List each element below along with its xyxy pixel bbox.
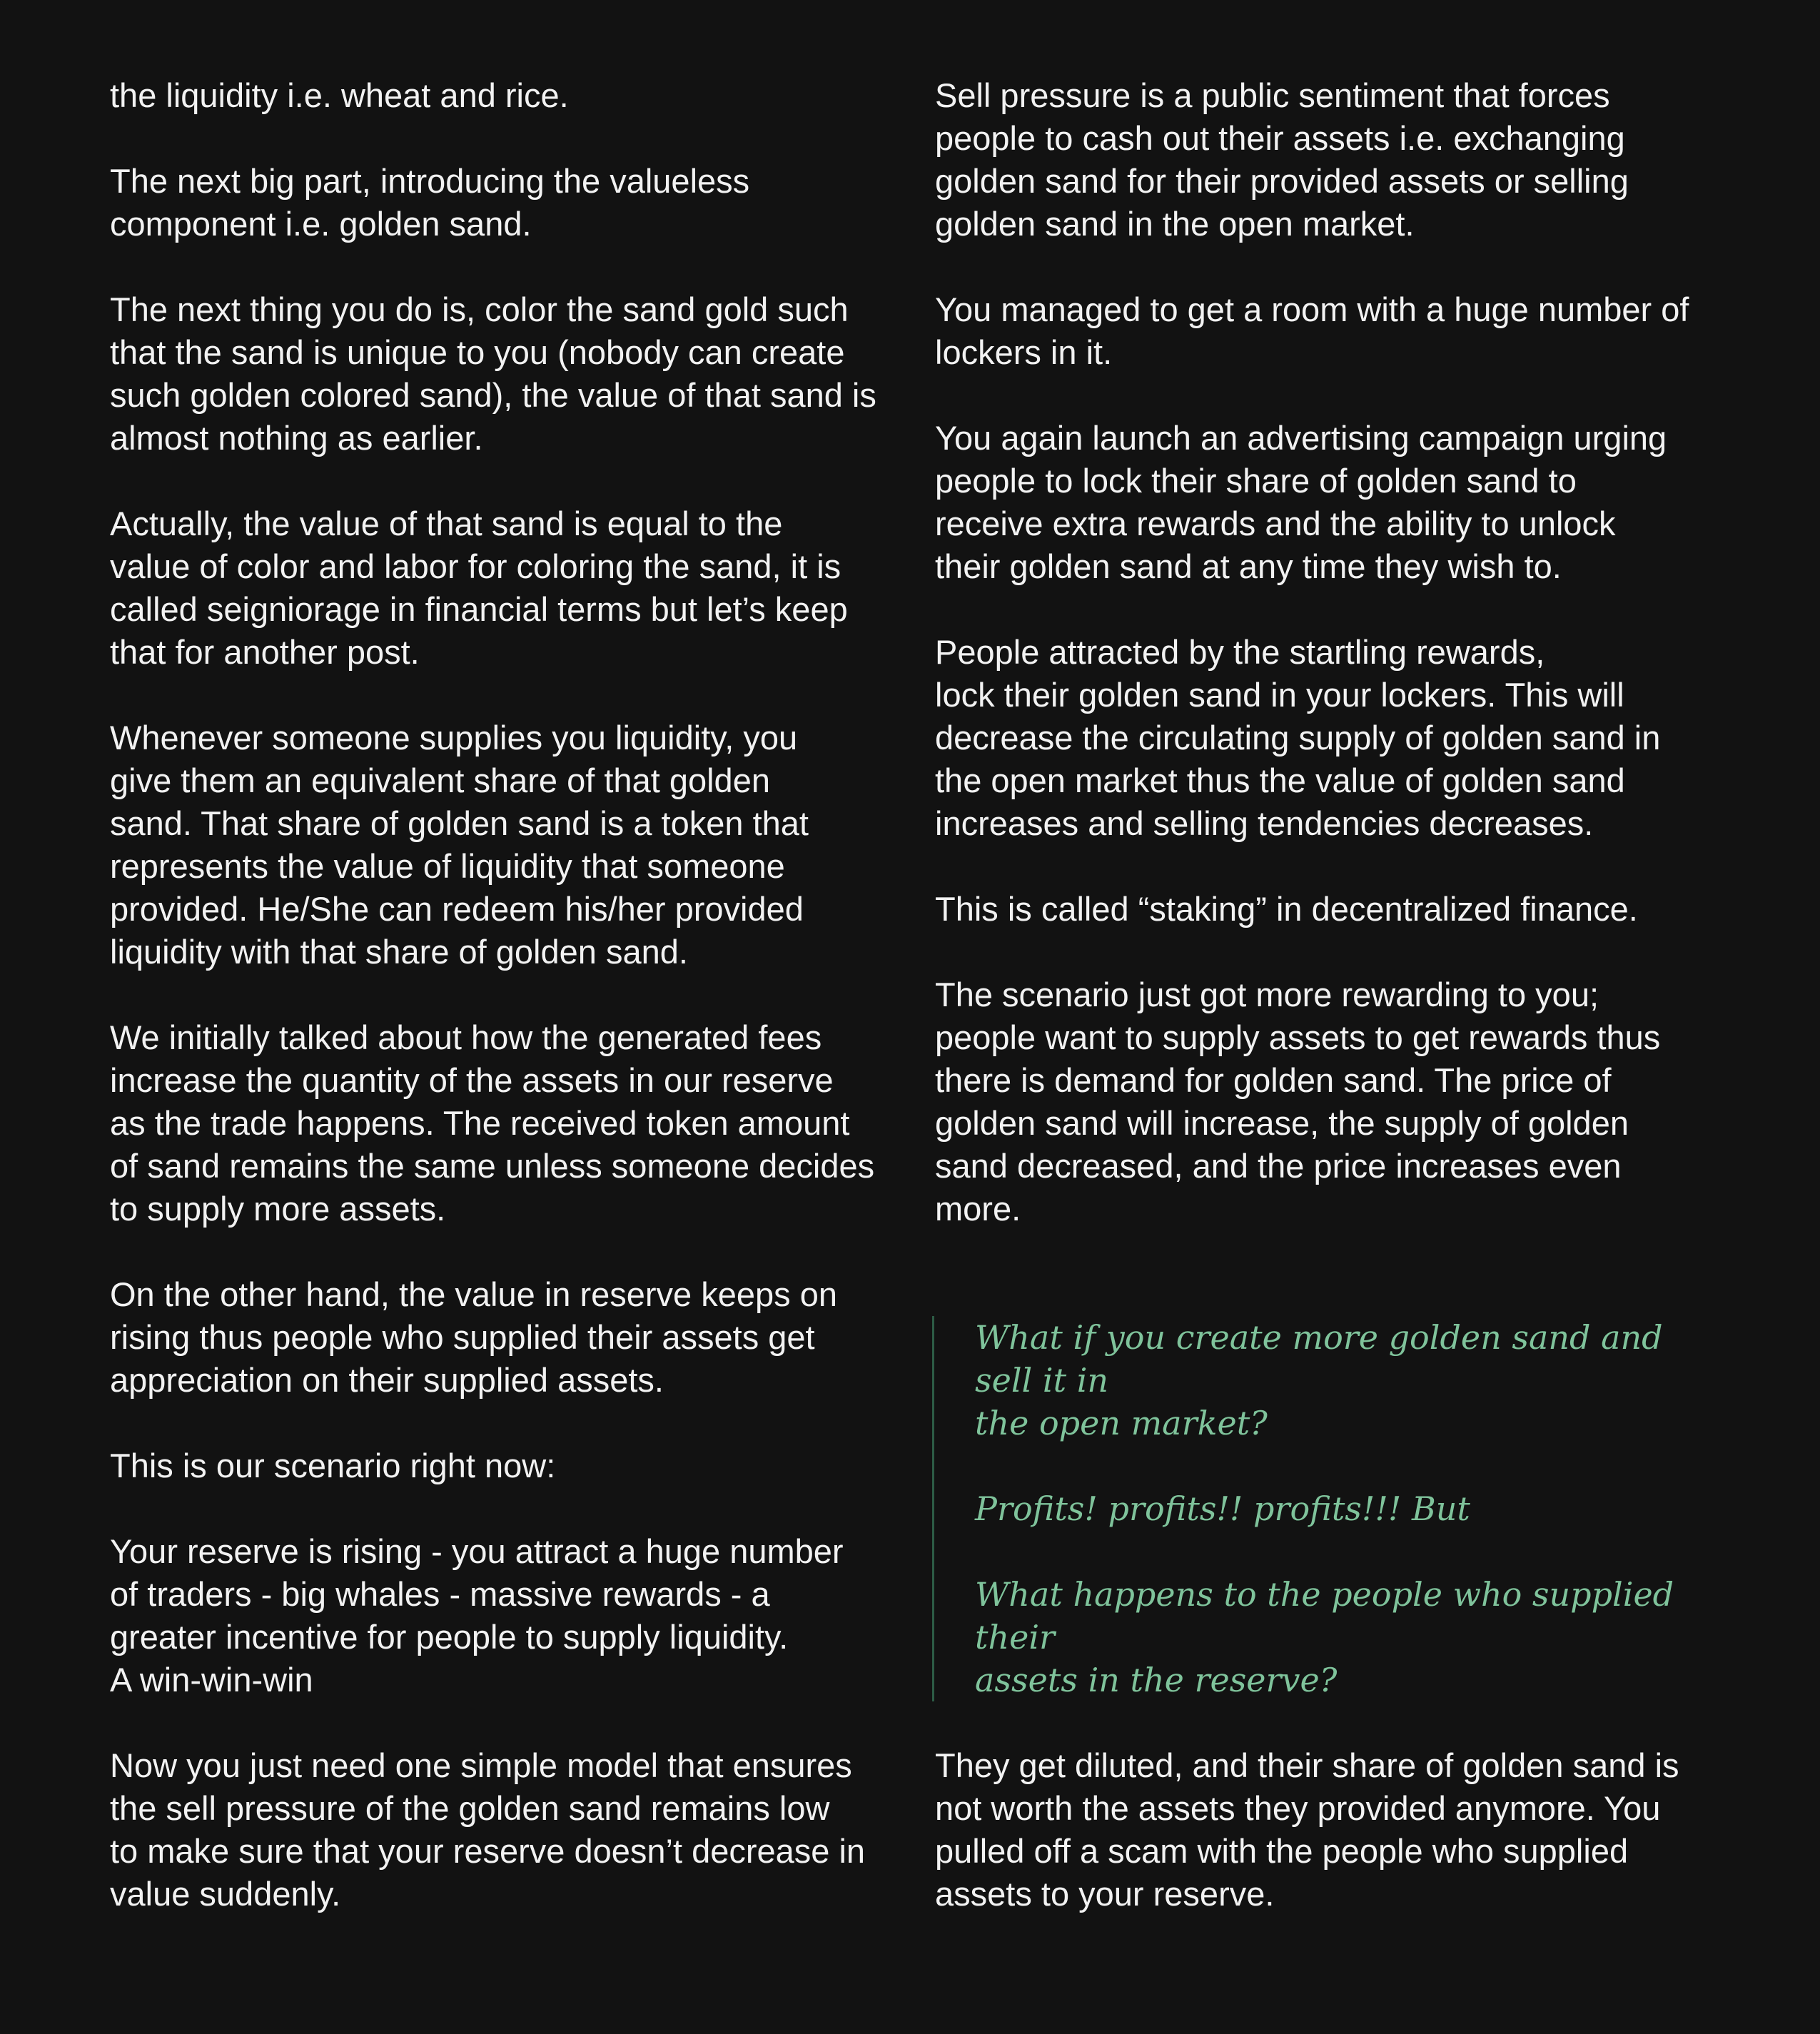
quote-paragraph: What if you create more golden sand and sell it in the open market? <box>975 1318 1663 1442</box>
paragraph: Now you just need one simple model that ensures the sell pressure of the golden sand remains low to make sure that your reserve doesn’t decrease in value suddenly. <box>110 1746 866 1913</box>
right-column <box>935 74 1720 1958</box>
paragraph: the liquidity i.e. wheat and rice. <box>110 76 569 114</box>
paragraph: This is our scenario right now: <box>110 1447 556 1484</box>
quote-paragraph: What happens to the people who supplied their assets in the reserve? <box>975 1575 1674 1699</box>
paragraph: Your reserve is rising - you attract a huge number of traders - big whales - massive rewards - a greater incentive for people to supply liquidity. A win-win-win <box>110 1532 844 1699</box>
paragraph: Actually, the value of that sand is equal to the value of color and labor for coloring the sand, it is called seigniorage in financial terms but let’s keep that for another post. <box>110 505 848 671</box>
paragraph: Sell pressure is a public sentiment that forces people to cash out their assets i.e. exchanging golden sand for their provided assets or selling golden sand in the open market. <box>935 76 1629 243</box>
blockquote <box>932 1316 1717 1701</box>
paragraph: The scenario just got more rewarding to you; people want to supply assets to get rewards thus there is demand for golden sand. The price of golden sand will increase, the supply of golden sand decreased, and the price increases even more. <box>935 976 1661 1228</box>
left-column <box>110 74 895 1958</box>
closing-paragraph: They get diluted, and their share of golden sand is not worth the assets they provided anymore. You pulled off a scam with the people who supplied assets to your reserve. <box>935 1746 1679 1913</box>
paragraph: People attracted by the startling rewards, lock their golden sand in your lockers. This will decrease the circulating supply of golden sand in the open market thus the value of golden sand increases and selling tendencies decreases. <box>935 633 1661 842</box>
paragraph: The next thing you do is, color the sand gold such that the sand is unique to you (nobody can create such golden colored sand), the value of that sand is almost nothing as earlier. <box>110 290 876 457</box>
paragraph: Whenever someone supplies you liquidity, you give them an equivalent share of that golden sand. That share of golden sand is a token that represents the value of liquidity that someone provided. He/She can redeem his/her provided liquidity with that share of golden sand. <box>110 719 809 971</box>
paragraph: The next big part, introducing the valueless component i.e. golden sand. <box>110 162 750 243</box>
paragraph: You managed to get a room with a huge number of lockers in it. <box>935 290 1689 371</box>
paragraph: On the other hand, the value in reserve keeps on rising thus people who supplied their assets get appreciation on their supplied assets. <box>110 1275 837 1399</box>
paragraph: We initially talked about how the generated fees increase the quantity of the assets in our reserve as the trade happens. The received token amount of sand remains the same unless someone decides to supply more assets. <box>110 1018 875 1228</box>
paragraph: This is called “staking” in decentralized finance. <box>935 890 1638 928</box>
section-gap <box>935 1273 1720 1316</box>
quote-paragraph: Profits! profits!! profits!!! But <box>975 1489 1470 1528</box>
paragraph: You again launch an advertising campaign urging people to lock their share of golden sand to receive extra rewards and the ability to unlock their golden sand at any time they wish to. <box>935 419 1667 585</box>
